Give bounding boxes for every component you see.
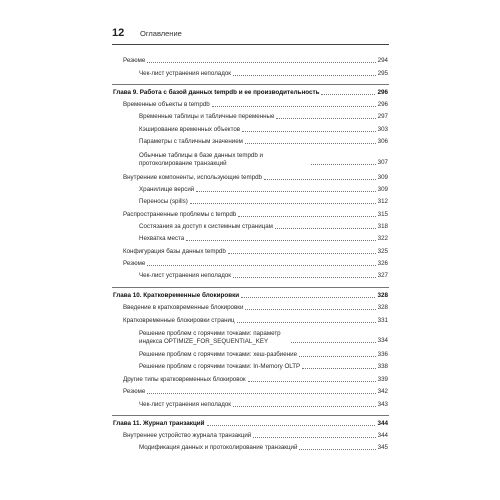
toc-entry: Кратковременные блокировки страниц 331 <box>123 317 388 324</box>
toc-entry: Параметры с табличным значением 306 <box>139 138 388 145</box>
toc-entry: Обычные таблицы в базе данных tempdb и протоколирование транзакций 307 <box>139 152 388 167</box>
chapter-divider <box>112 84 389 85</box>
toc-entry: Решение проблем с горячими точками: In-Memory OLTP 338 <box>139 363 388 370</box>
toc-entry: Кэширование временных объектов 303 <box>139 126 388 133</box>
toc-entry: Нехватка места 322 <box>139 235 388 242</box>
toc-entry: Внутреннее устройство журнала транзакций 344 <box>123 432 388 439</box>
toc-chapter-entry: Глава 10. Кратковременные блокировки 328 <box>113 292 388 299</box>
toc-entry: Резюме 342 <box>123 388 388 395</box>
toc-entry: Чек-лист устранения неполадок 295 <box>139 70 388 77</box>
toc-entry: Временные таблицы и табличные переменные 297 <box>139 113 388 120</box>
toc-entry: Конфигурация базы данных tempdb 325 <box>123 248 388 255</box>
toc-entry: Модификация данных и протоколирование транзакций 345 <box>139 444 388 451</box>
chapter-divider <box>112 287 389 288</box>
toc-entry: Чек-лист устранения неполадок 327 <box>139 272 388 279</box>
toc-entry: Резюме 326 <box>123 260 388 267</box>
toc-entry: Другие типы кратковременных блокировок 339 <box>123 376 388 383</box>
toc-entry: Распространенные проблемы с tempdb 315 <box>123 211 388 218</box>
toc-chapter-entry: Глава 9. Работа с базой данных tempdb и ее производительность 296 <box>113 89 388 96</box>
toc-entry: Временные объекты в tempdb 296 <box>123 101 388 108</box>
toc-entry: Введение в кратковременные блокировки 328 <box>123 304 388 311</box>
toc-chapter-entry: Глава 11. Журнал транзакций 344 <box>113 420 388 427</box>
chapter-divider <box>112 415 389 416</box>
page-number: 12 <box>112 27 125 39</box>
header-title: Оглавление <box>140 29 182 38</box>
toc-entry: Чек-лист устранения неполадок 343 <box>139 401 388 408</box>
running-header <box>112 28 390 42</box>
toc-entry: Резюме 294 <box>123 57 388 64</box>
toc-entry: Состязания за доступ к системным страницам 318 <box>139 223 388 230</box>
toc-entry: Решение проблем с горячими точками: хеш-разбиение 336 <box>139 351 388 358</box>
toc-entry: Переносы (spills) 312 <box>139 198 388 205</box>
toc-entry: Хранилище версий 309 <box>139 186 388 193</box>
header-rule <box>112 44 389 45</box>
toc-entry: Решение проблем с горячими точками: параметр индекса OPTIMIZE_FOR_SEQUENTIAL_KEY 334 <box>139 330 388 345</box>
toc-entry: Внутренние компоненты, использующие tempdb 309 <box>123 174 388 181</box>
